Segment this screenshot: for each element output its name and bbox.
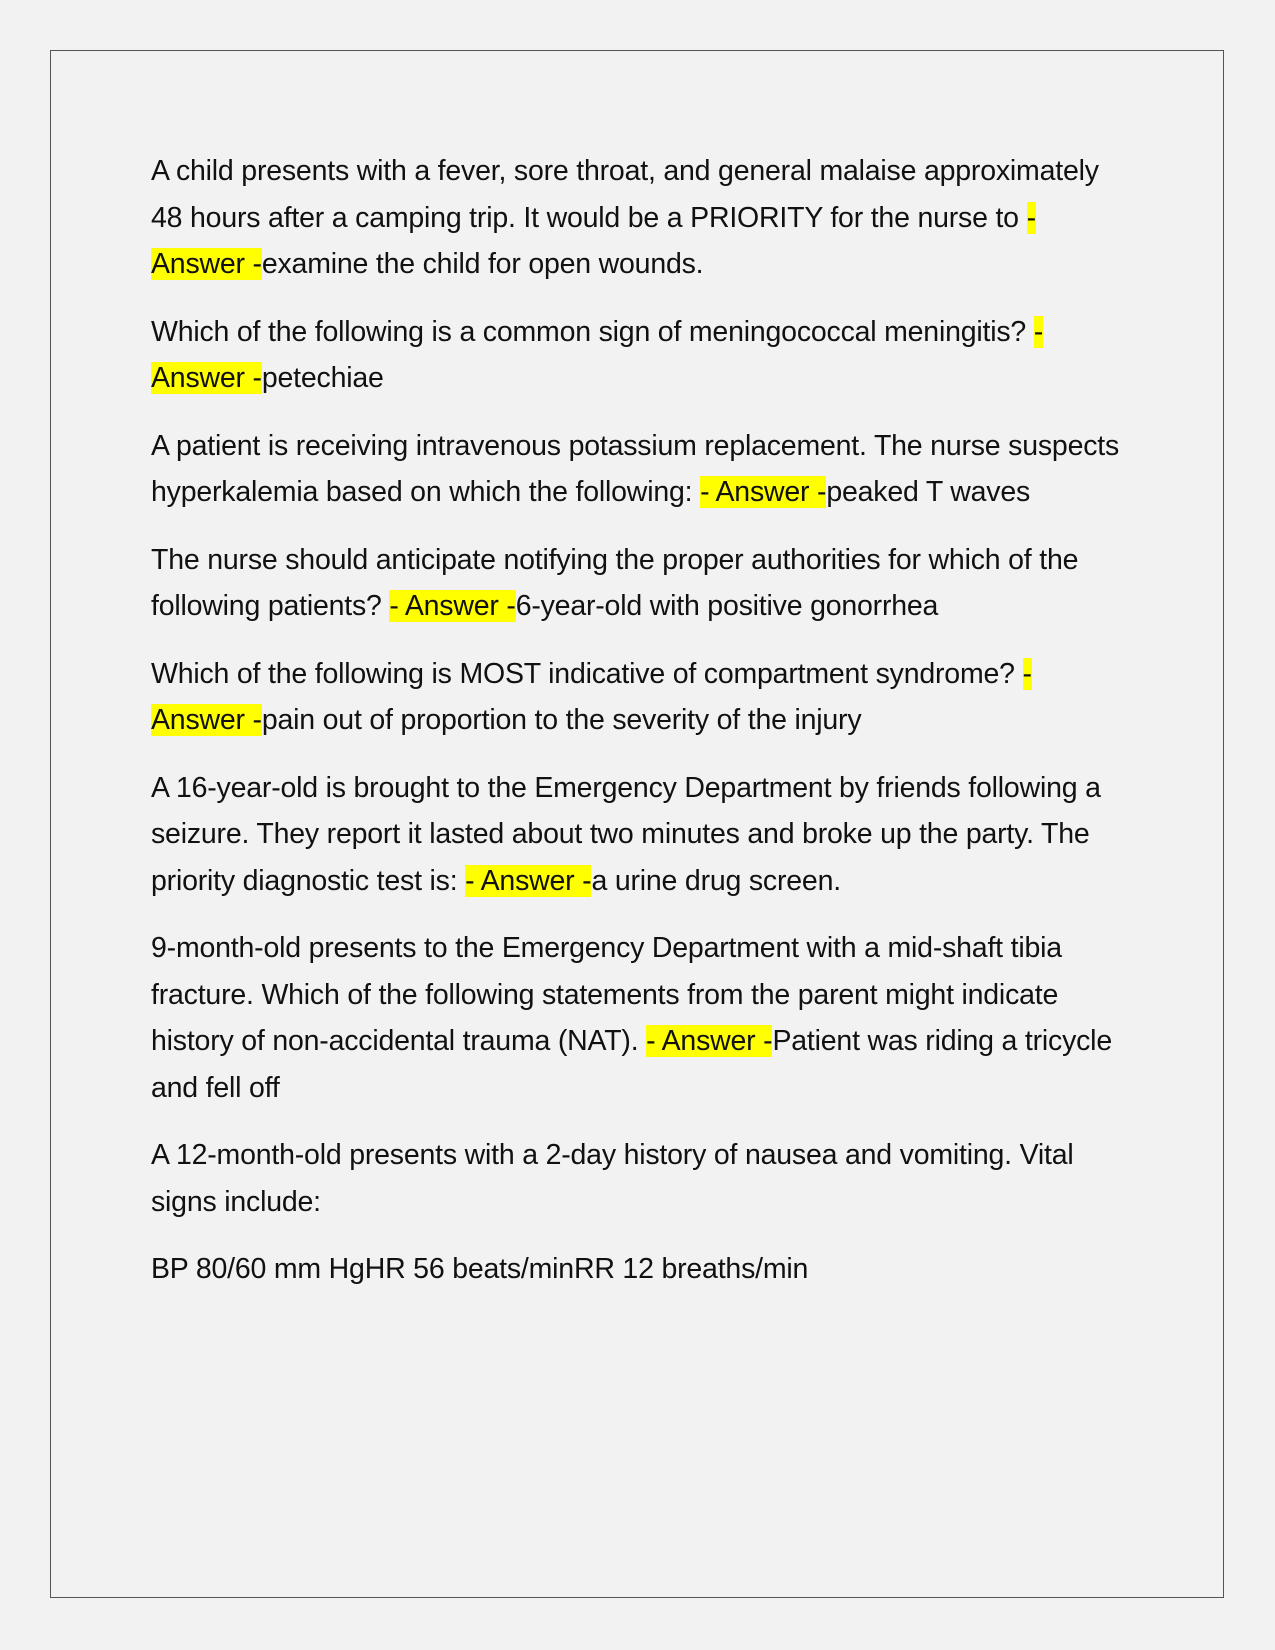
question-text: A 16-year-old is brought to the Emergency Department by friends following a seizure. They report it lasted about two minutes and broke up the party. The priority diagnostic test is: [151,771,1101,897]
qa-item-3 [151,423,1131,516]
qa-item-2 [151,309,1131,402]
qa-item-7 [151,925,1131,1111]
answer-text: pain out of proportion to the severity of the injury [261,704,862,736]
answer-marker-highlight: - Answer - [389,590,516,622]
question-text: Which of the following is MOST indicative of compartment syndrome? [151,657,1023,690]
qa-item-5 [151,651,1131,744]
question-text: The nurse should anticipate notifying the proper authorities for which of the following patients? [151,543,1079,622]
answer-marker-highlight: - Answer - [700,476,827,508]
qa-item-1 [151,148,1131,288]
answer-marker-highlight: - Answer - [151,657,1032,736]
answer-text: Patient was riding a tricycle and fell off [151,1025,1112,1104]
answer-marker-highlight: - Answer - [151,315,1044,394]
answer-text: peaked T waves [826,476,1031,508]
question-text: 9-month-old presents to the Emergency Department with a mid-shaft tibia fracture. Which of the following statements from the parent might indicate history of non-accidental trauma (NAT). [151,932,1062,1057]
answer-text: examine the child for open wounds. [261,248,704,280]
answer-marker-highlight: - Answer - [151,201,1036,280]
answer-text: 6-year-old with positive gonorrhea [515,590,939,622]
question-text: A child presents with a fever, sore throat, and general malaise approximately 48 hours after a camping trip. It would be a PRIORITY for the nurse to [151,155,1099,234]
qa-item-6 [151,765,1131,905]
question-text: A patient is receiving intravenous potassium replacement. The nurse suspects hyperkalemia based on which the following: [151,429,1120,508]
qa-item-4 [151,537,1131,630]
vital-signs-line: BP 80/60 mm HgHR 56 beats/minRR 12 breaths/min [151,1253,809,1285]
answer-text: petechiae [261,362,384,394]
answer-marker-highlight: - Answer - [646,1025,773,1057]
question-text: Which of the following is a common sign of meningococcal meningitis? [151,315,1034,348]
answer-marker-highlight: - Answer - [465,864,592,897]
answer-text: a urine drug screen. [591,864,841,897]
document-body [151,148,1131,1314]
trailing-paragraph-1: A 12-month-old presents with a 2-day history of nausea and vomiting. Vital signs include: [151,1139,1074,1218]
